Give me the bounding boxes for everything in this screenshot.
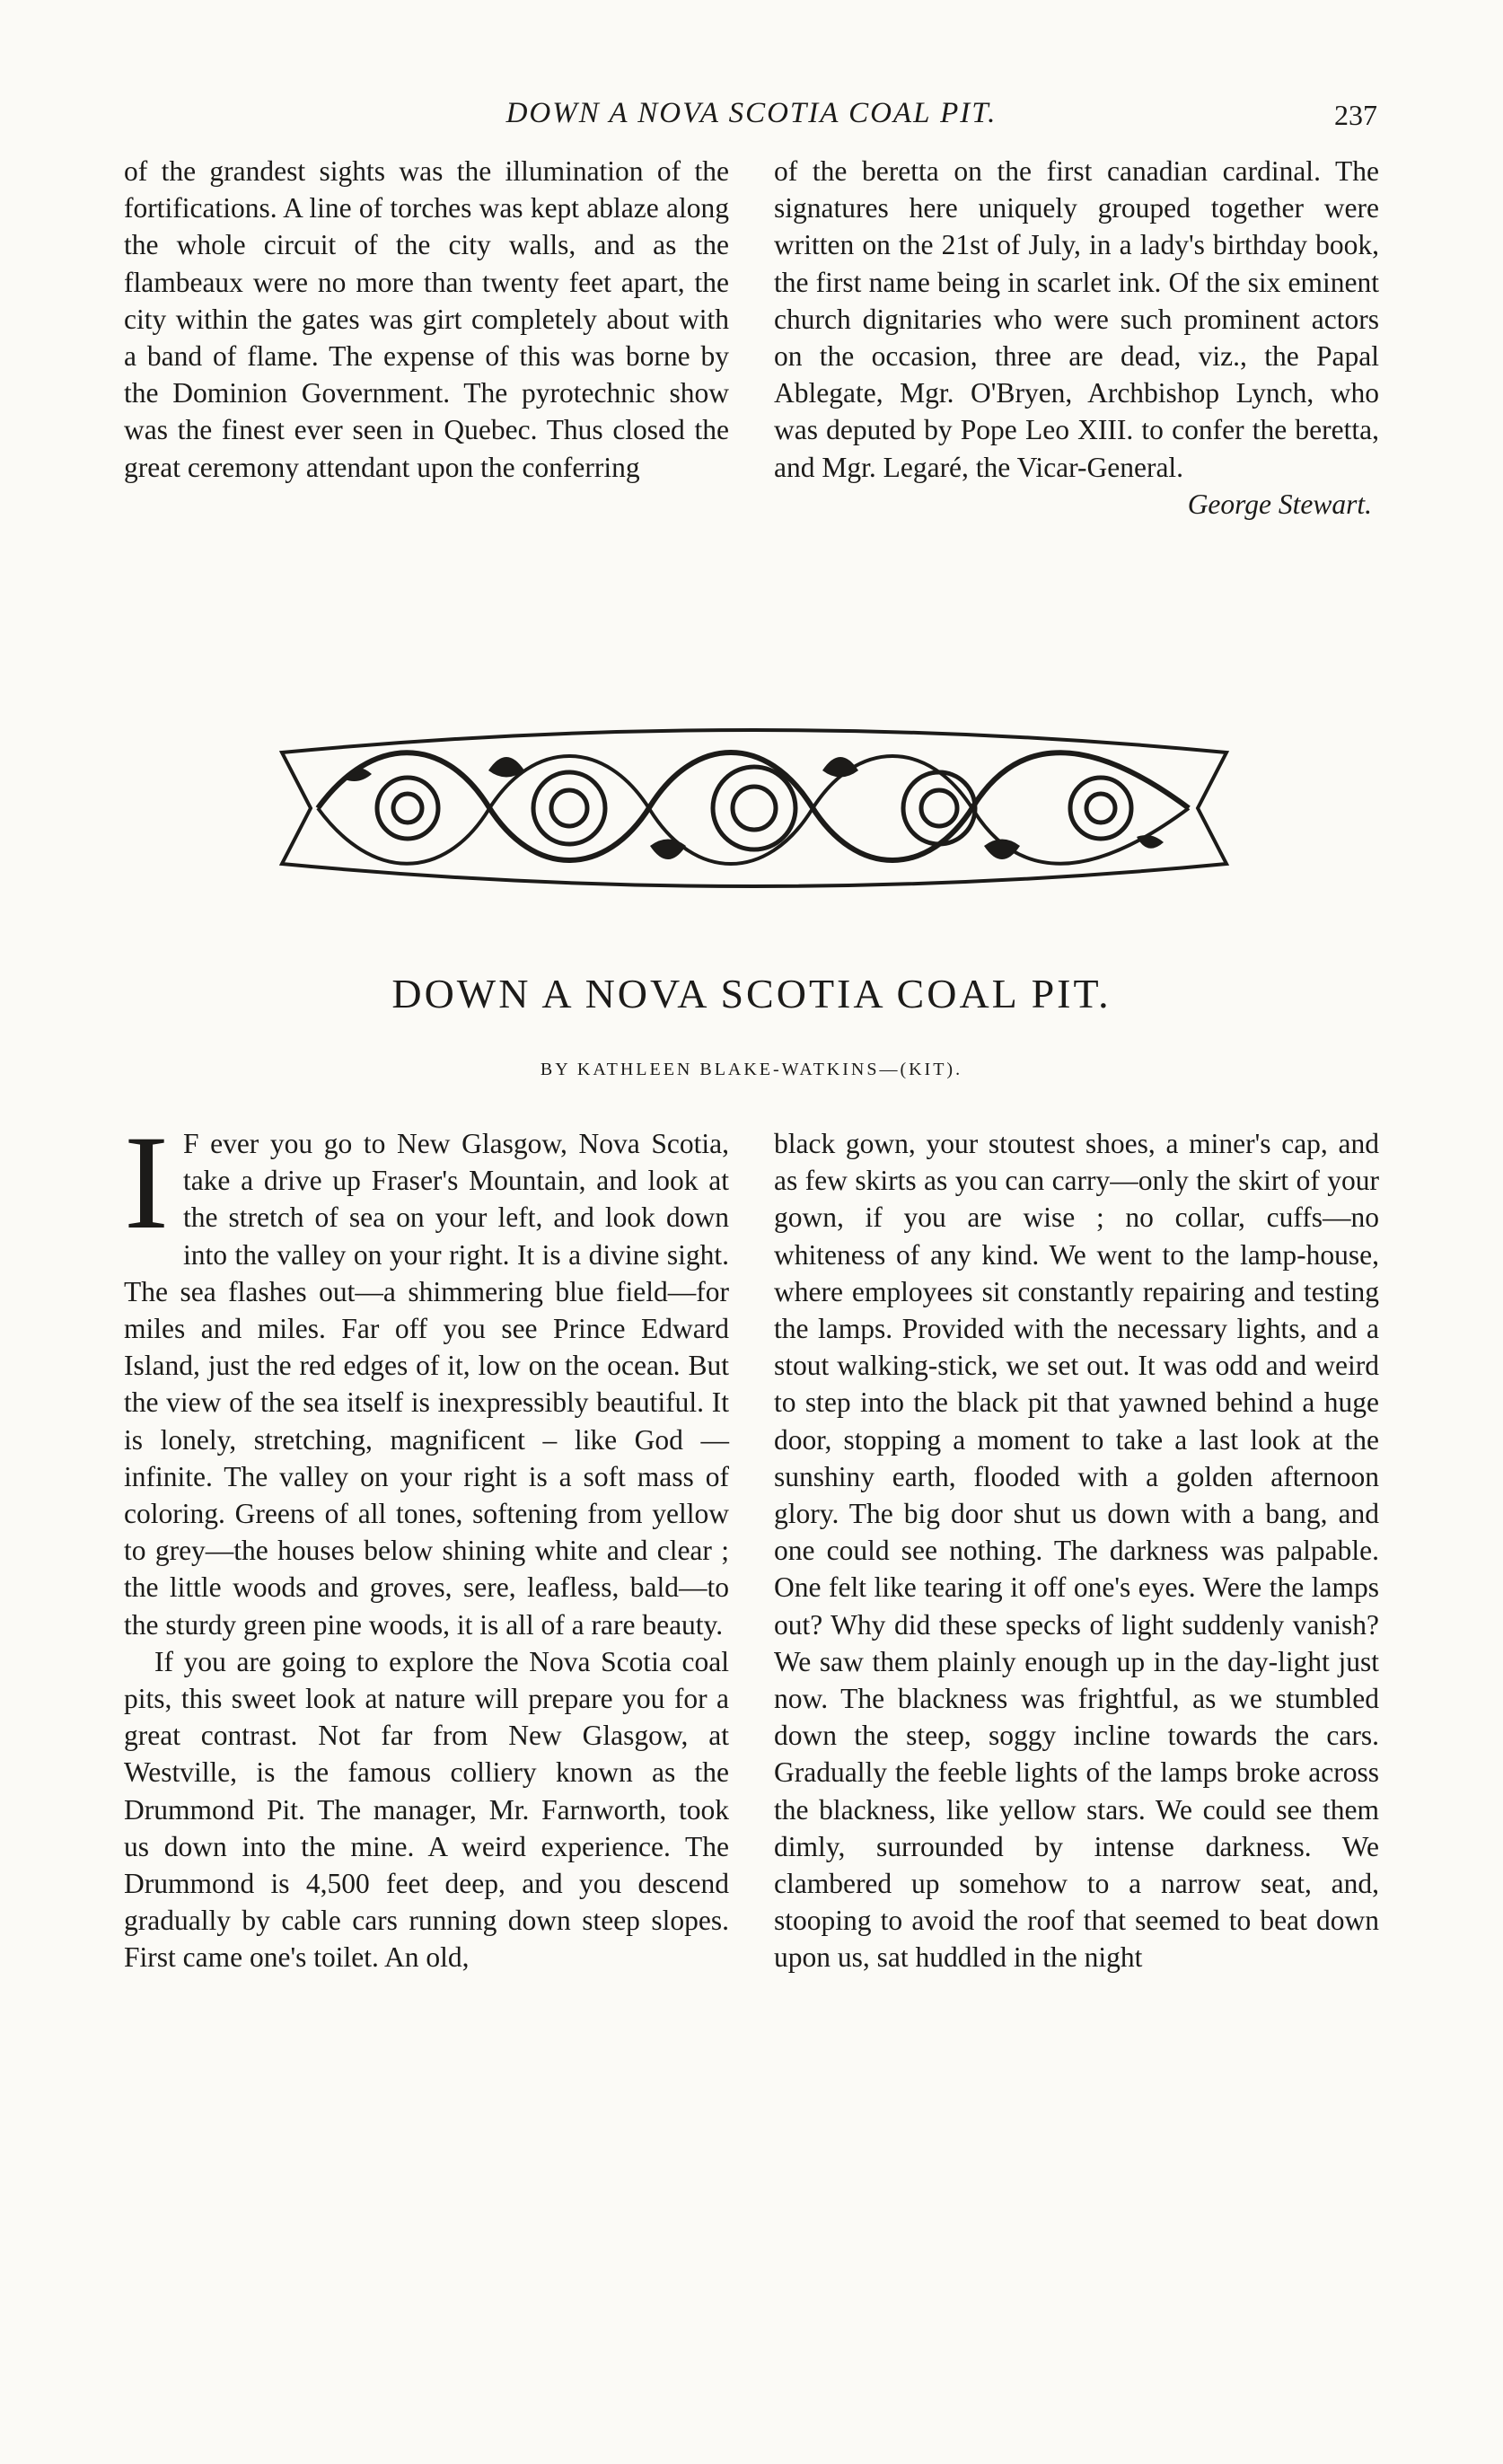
- running-head: [126, 97, 1377, 136]
- decorative-scroll-ornament: [264, 717, 1244, 900]
- previous-article-text-right: of the beretta on the first canadian cardinal. The signatures here uniquely grouped together were written on the 21st of July, in a lady's birthday book, the first name being in scarlet ink. Of the six eminent church dignitaries who were such prominent actors on the occasion, three are dead, viz., the Papal Ablegate, Mgr. O'Bryen, Archbishop Lynch, who was deputed by Pope Leo XIII. to confer the beretta, and Mgr. Legaré, the Vicar-General.: [774, 155, 1379, 483]
- article-right-column: [774, 1125, 1379, 1976]
- article-paragraph-2: If you are going to explore the Nova Scotia coal pits, this sweet look at nature will prepare you for a great contrast. Not far from New Glasgow, at Westville, is the famous colliery known as the Drummond Pit. The manager, Mr. Farnworth, took us down into the mine. A weird experience. The Drummond is 4,500 feet deep, and you descend gradually by cable cars running down steep slopes. First came one's toilet. An old,: [124, 1645, 729, 1974]
- article-paragraph-1: [124, 1108, 729, 1643]
- running-title: DOWN A NOVA SCOTIA COAL PIT.: [505, 97, 998, 129]
- drop-cap: I: [124, 1108, 169, 1257]
- article-paragraph-3: black gown, your stoutest shoes, a miner's cap, and as few skirts as you can carry—only the skirt of your gown, if you are wise ; no collar, cuffs—no whiteness of any kind. We went to the lamp-house, where employees sit constantly repairing and testing the lamps. Provided with the necessary lights, and a stout walking-stick, we set out. It was odd and weird to step into the black pit that yawned behind a huge door, stopping a moment to take a last look at the sunshiny earth, flooded with a golden afternoon glory. The big door shut us down with a bang, and one could see nothing. The darkness was palpable. One felt like tearing it off one's eyes. Were the lamps out? Why did these specks of light suddenly vanish? We saw them plainly enough up in the day-light just now. The blackness was frightful, as we stumbled down the steep, soggy incline towards the cars. Gradually the feeble lights of the lamps broke across the blackness, like yellow stars. We could see them dimly, surrounded by intense darkness. We clambered up somehow to a narrow seat, and, stooping to avoid the roof that seemed to beat down upon us, sat huddled in the night: [774, 1128, 1379, 1974]
- article-byline: BY KATHLEEN BLAKE-WATKINS—(KIT).: [540, 1060, 963, 1079]
- author-signature: George Stewart.: [1187, 488, 1372, 520]
- article-left-column: [124, 1108, 729, 1976]
- previous-article-right-column: [774, 153, 1379, 523]
- article-title: DOWN A NOVA SCOTIA COAL PIT.: [391, 971, 1112, 1016]
- previous-article-text-left: of the grandest sights was the illumination of the fortifications. A line of torches was kept ablaze along the whole circuit of the city walls, and as the flambeaux were no more than twenty feet apart, the city within the gates was girt completely about with a band of flame. The expense of this was borne by the Dominion Government. The pyrotechnic show was the finest ever seen in Quebec. Thus closed the great ceremony attendant upon the conferring: [124, 155, 729, 483]
- previous-article-left-column: [124, 153, 729, 486]
- article-paragraph-1-text: F ever you go to New Glasgow, Nova Scotia, take a drive up Fraser's Mountain, and look at the stretch of sea on your left, and look down into the valley on your right. It is a divine sight. The sea flashes out—a shimmering blue field—for miles and miles. Far off you see Prince Edward Island, just the red edges of it, low on the ocean. But the view of the sea itself is inexpressibly beautiful. It is lonely, stretching, magnificent – like God — infinite. The valley on your right is a soft mass of coloring. Greens of all tones, softening from yellow to grey—the houses below shining white and clear ; the little woods and groves, sere, leafless, bald—to the sturdy green pine woods, it is all of a rare beauty.: [124, 1128, 729, 1641]
- page-number: 237: [1334, 99, 1377, 131]
